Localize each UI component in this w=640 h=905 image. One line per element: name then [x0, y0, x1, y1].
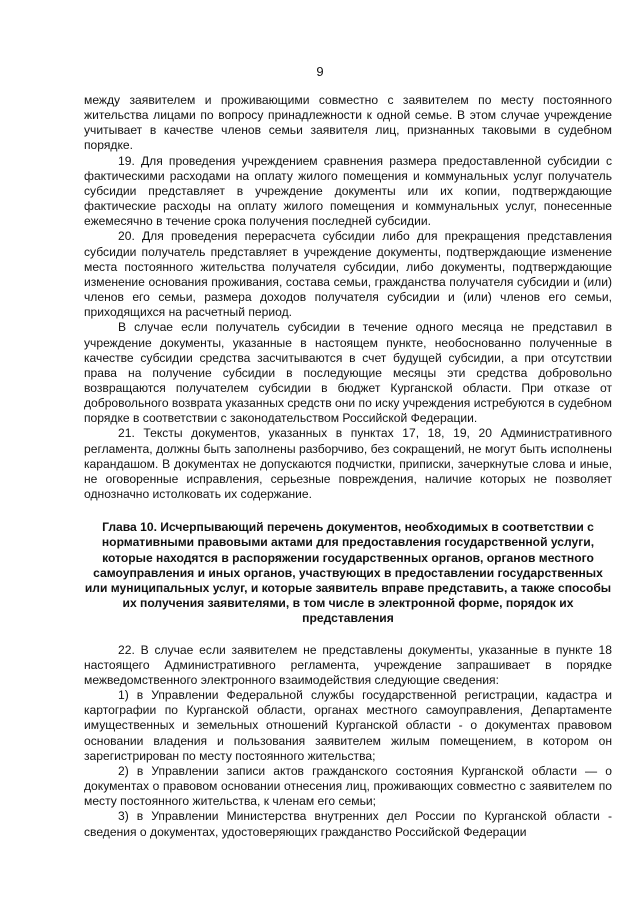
paragraph-item-20-refund: В случае если получатель субсидии в течение одного месяца не представил в учреждение документы, указанные в настоящем пункте, необоснованно полученные в качестве субсидии средства засчитываются в счет будущей субсидии, а при отсутствии права на получение субсидии в последующие месяцы эти средства добровольно возвращаются получателем субсидии в бюджет Курганской области. При отказе от добровольного возврата указанных средств они по иску учреждения истребуются в судебном порядке в соответствии с законодательством Российской Федерации. — [84, 320, 612, 426]
page-number: 9 — [316, 64, 324, 79]
paragraph-item-19: 19. Для проведения учреждением сравнения размера предоставленной субсидии с фактическими расходами на оплату жилого помещения и коммунальных услуг получатель субсидии представляет в учреждение документы или их копии, подтверждающие фактические расходы на оплату жилого помещения и коммунальных услуг, понесенные ежемесячно в течение срока получения последней субсидии. — [84, 153, 612, 229]
paragraph-item-22: 22. В случае если заявителем не представлены документы, указанные в пункте 18 настоящего Административного регламента, учреждение запрашивает в порядке межведомственного электронного взаимодействия следующие сведения: — [84, 642, 612, 687]
paragraph-household-continuation: между заявителем и проживающими совместно с заявителем по месту постоянного жительства лицами по вопросу принадлежности к одной семье. В этом случае учреждение учитывает в качестве членов семьи заявителя лиц, признанных таковыми в судебном порядке. — [84, 93, 612, 153]
paragraph-subitem-3: 3) в Управлении Министерства внутренних дел России по Курганской области - сведения о документах, удостоверяющих гражданство Российской Федерации — [84, 809, 612, 839]
paragraph-subitem-1: 1) в Управлении Федеральной службы государственной регистрации, кадастра и картографии по Курганской области, органах местного самоуправления, Департаменте имущественных и земельных отношений Курганской области - о документах правовом основании владения и пользования заявителем жилым помещением, в котором он зарегистрирован по месту постоянного жительства; — [84, 688, 612, 763]
paragraph-item-20: 20. Для проведения перерасчета субсидии либо для прекращения представления субсидии получатель представляет в учреждение документы, подтверждающие изменение места постоянного жительства получателя субсидии, либо документы, подтверждающие изменение основания проживания, состава семьи, гражданства получателя субсидии и (или) членов его семьи, размера доходов получателя субсидии и (или) членов его семьи, приходящихся на расчетный период. — [84, 229, 612, 320]
paragraph-item-21: 21. Тексты документов, указанных в пунктах 17, 18, 19, 20 Административного регламента, должны быть заполнены разборчиво, без сокращений, не могут быть исполнены карандашом. В документах не допускаются подчистки, приписки, зачеркнутые слова и иные, не оговоренные исправления, серьезные повреждения, наличие которых не позволяет однозначно истолковать их содержание. — [84, 426, 612, 502]
paragraph-subitem-2: 2) в Управлении записи актов гражданского состояния Курганской области — о документах о правовом основании отнесения лиц, проживающих совместно с заявителем по месту постоянного жительства, к членам его семьи; — [84, 763, 612, 809]
document-body — [84, 93, 612, 840]
chapter-10-heading: Глава 10. Исчерпывающий перечень документов, необходимых в соответствии с нормативными правовыми актами для предоставления государственной услуги, которые находятся в распоряжении государственных органов, органов местного самоуправления и иных органов, участвующих в предоставлении государственных или муниципальных услуг, и которые заявитель вправе представить, а также способы их получения заявителями, в том числе в электронной форме, порядок их представления — [84, 520, 612, 626]
